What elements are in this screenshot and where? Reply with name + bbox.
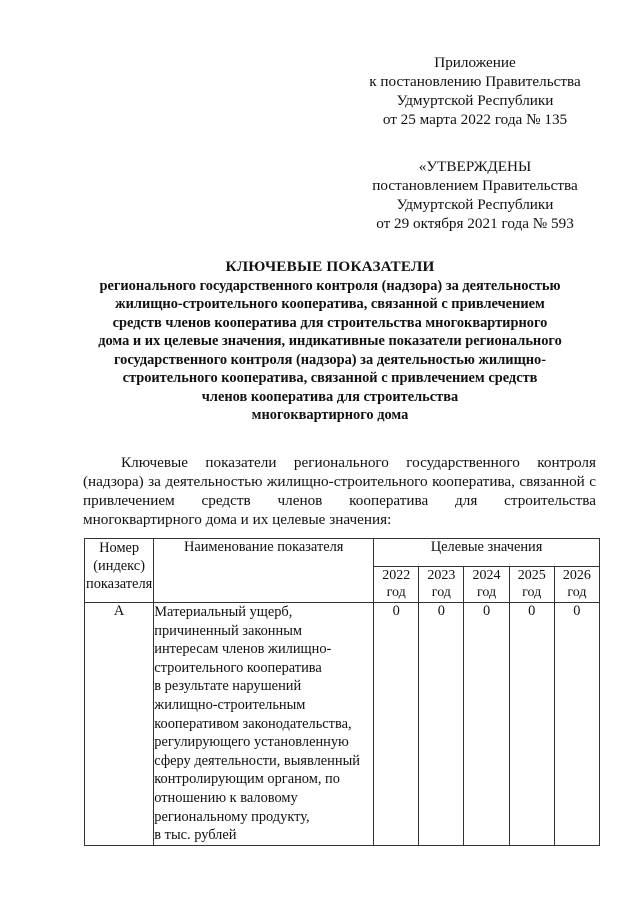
appendix-line: Удмуртской Республики [396,92,554,109]
approved-line: постановлением Правительства [372,177,578,194]
name-line: региональному продукту, [154,808,310,825]
approved-line: от 29 октября 2021 года № 593 [376,215,574,232]
title-line: государственного контроля (надзора) за деятельностью жилищно- [113,351,547,368]
header-year [509,567,554,603]
name-line: в результате нарушений [154,678,302,695]
title-line: средств членов кооператива для строительства многоквартирного [112,314,548,331]
name-line: интересам членов жилищно- [154,641,332,658]
intro-paragraph: Ключевые показатели регионального государственного контроля (надзора) за деятельностью жилищно-строительного кооператива, связанной с привлечением средств членов кооператива для строительства многоквартирного дома и их целевые значения: [83,454,596,528]
name-line: сферу деятельности, выявленный [154,752,360,769]
table-row [85,603,600,846]
row-index: А [85,603,154,846]
year-unit: год [386,585,406,600]
header-index-line: (индекс) [93,558,145,574]
name-line: кооперативом законодательства, [154,715,352,732]
year-number: 2023 [427,568,456,583]
value-2024: 0 [464,603,509,846]
name-line: Материальный ущерб, [154,604,293,620]
name-line: контролирующим органом, по [154,771,340,788]
header-index-line: Номер [99,540,140,556]
title-line: многоквартирного дома [251,407,409,423]
value-2022: 0 [374,603,419,846]
year-number: 2026 [562,568,591,583]
year-number: 2025 [517,568,546,583]
name-line: жилищно-строительным [154,696,306,713]
title-line: регионального государственного контроля (надзора) за деятельностью [99,277,561,294]
name-line: регулирующего установленную [154,734,349,751]
row-indicator-name [154,603,374,846]
header-year [464,567,509,603]
appendix-line: от 25 марта 2022 года № 135 [382,111,568,128]
approved-line: Удмуртской Республики [396,196,554,213]
title-main: КЛЮЧЕВЫЕ ПОКАЗАТЕЛИ [225,258,435,275]
approval-stamp-text [345,157,605,233]
year-number: 2024 [472,568,501,583]
header-year [419,567,464,603]
value-2023: 0 [419,603,464,846]
year-unit: год [476,585,497,600]
name-line: отношению к валовому [154,789,298,806]
value-2026: 0 [554,603,599,846]
title-line: членов кооператива для строительства [201,388,459,405]
document-title [70,258,590,425]
header-target-values: Целевые значения [374,539,600,567]
title-line: строительного кооператива, связанной с привлечением средств [122,370,538,386]
name-line: строительного кооператива [154,659,322,676]
appendix-line: к постановлению Правительства [369,73,581,90]
name-line: причиненный законным [154,622,302,639]
header-year [554,567,599,603]
appendix-line: Приложение [434,54,516,71]
header-index-line: показателя [86,576,153,592]
year-unit: год [431,585,451,600]
year-unit: год [567,585,587,600]
title-line: дома и их целевые значения, индикативные показатели регионального [98,333,562,349]
approved-line: «УТВЕРЖДЕНЫ [418,158,532,175]
name-line: в тыс. рублей [154,827,237,844]
year-number: 2022 [382,568,411,583]
key-indicators-table [84,538,600,846]
title-line: жилищно-строительного кооператива, связанной с привлечением [115,296,545,312]
year-unit: год [522,585,542,600]
value-2025: 0 [509,603,554,846]
table-header-row [85,539,600,567]
header-year [374,567,419,603]
header-index [85,539,154,603]
appendix-header [345,53,605,129]
header-indicator-name: Наименование показателя [154,539,374,603]
